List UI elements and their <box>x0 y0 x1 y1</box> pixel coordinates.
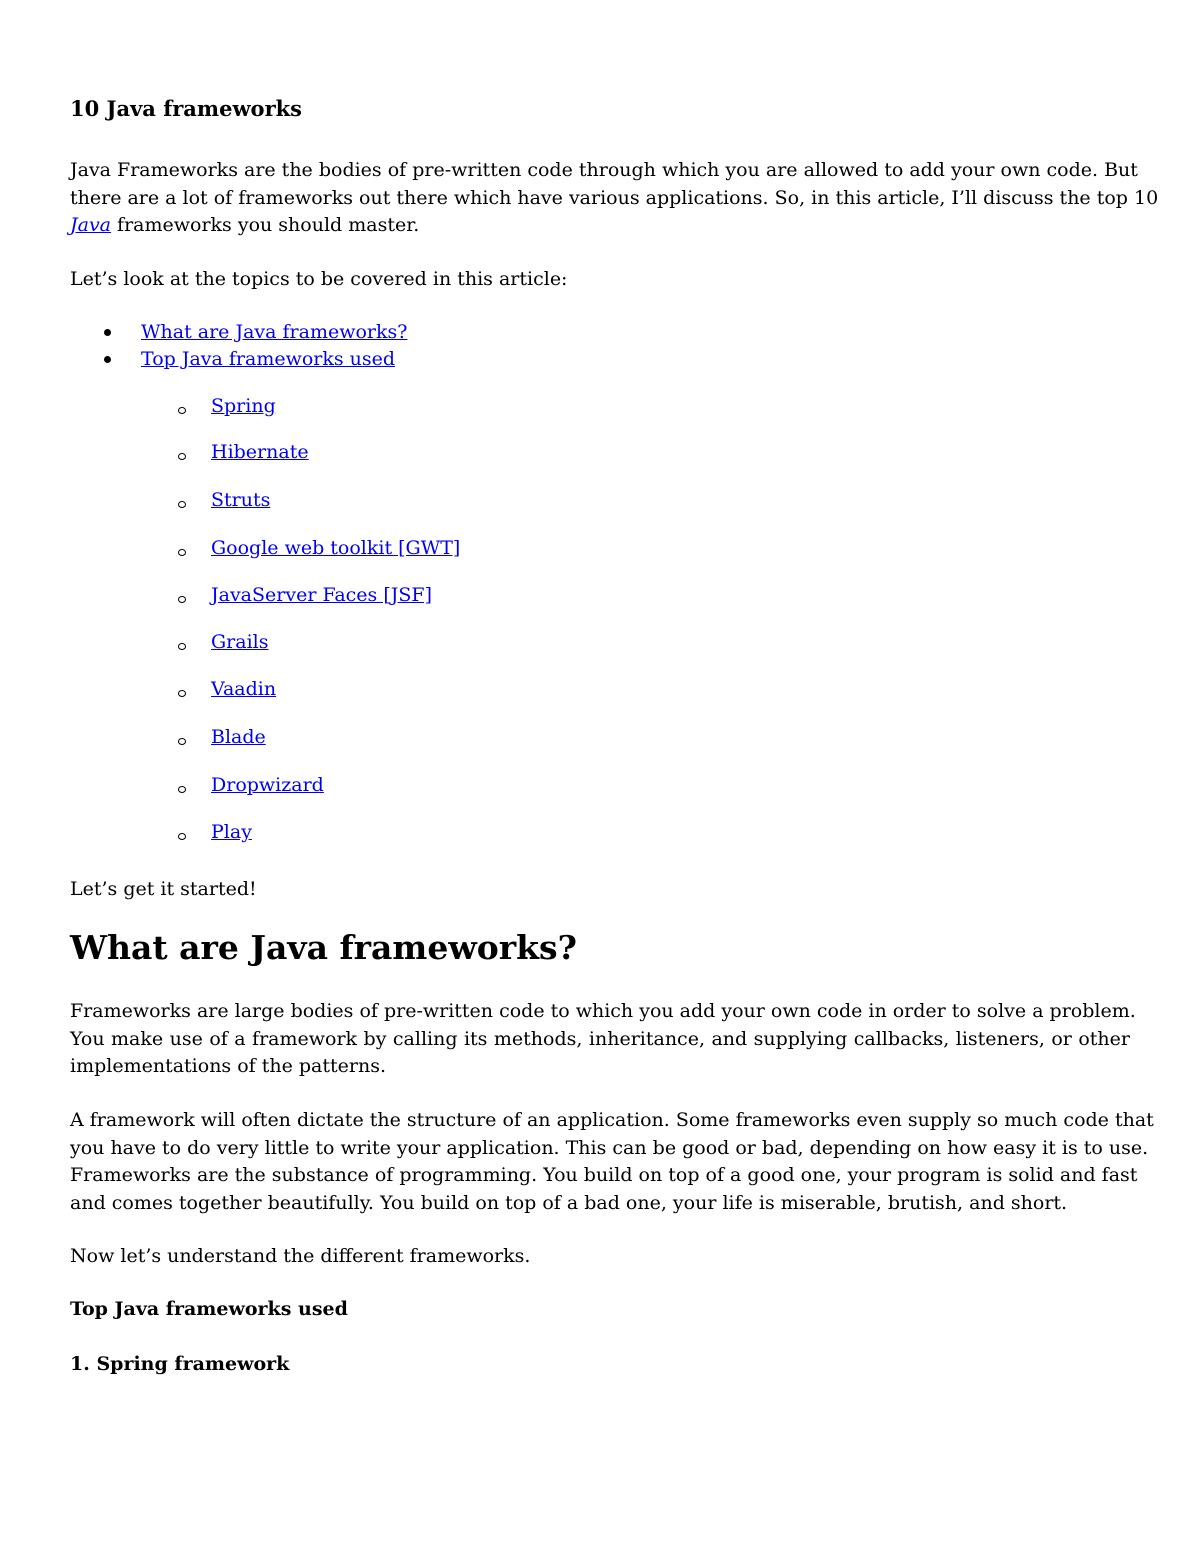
document-title: 10 Java frameworks <box>70 96 303 121</box>
paragraph-3: Now let’s understand the different frameworks. <box>70 1245 531 1267</box>
framework-link-blade[interactable]: Blade <box>211 726 266 748</box>
circle-bullet-icon <box>178 596 186 603</box>
paragraph-2-line: you have to do very little to write your application. This can be good or bad, depending on how easy it is to use. <box>70 1136 1149 1159</box>
paragraph-1-line: Frameworks are large bodies of pre-written code to which you add your own code in order to solve a problem. <box>70 1000 1136 1022</box>
framework-link-hibernate[interactable]: Hibernate <box>211 441 309 463</box>
circle-bullet-icon <box>178 453 186 460</box>
intro-line-3 <box>70 212 1130 240</box>
intro-line-2: there are a lot of frameworks out there which have various applications. So, in this article, I’ll discuss the top 10 <box>70 186 1159 209</box>
subheading-top-frameworks: Top Java frameworks used <box>70 1298 348 1320</box>
framework-link-dropwizard[interactable]: Dropwizard <box>211 774 324 796</box>
get-started-text: Let’s get it started! <box>70 878 257 900</box>
paragraph-1-line: You make use of a framework by calling its methods, inheritance, and supplying callbacks, listeners, or other <box>70 1027 1130 1050</box>
section-heading: What are Java frameworks? <box>70 928 577 967</box>
paragraph-2-line: A framework will often dictate the structure of an application. Some frameworks even supply so much code that <box>70 1109 1154 1131</box>
circle-bullet-icon <box>178 738 186 745</box>
circle-bullet-icon <box>178 501 186 508</box>
framework-link-vaadin[interactable]: Vaadin <box>211 678 277 700</box>
spring-framework-heading: 1. Spring framework <box>70 1353 290 1375</box>
topic-link-top-java-frameworks[interactable]: Top Java frameworks used <box>141 348 396 370</box>
framework-link-play[interactable]: Play <box>211 821 252 843</box>
circle-bullet-icon <box>178 407 186 414</box>
topic-link-what-are-java-frameworks[interactable]: What are Java frameworks? <box>141 321 408 343</box>
topics-intro: Let’s look at the topics to be covered in this article: <box>70 268 568 290</box>
framework-link-struts[interactable]: Struts <box>211 489 271 511</box>
paragraph-2 <box>70 1107 1154 1217</box>
framework-link-gwt[interactable]: Google web toolkit [GWT] <box>211 537 461 559</box>
paragraph-1-line: implementations of the patterns. <box>70 1055 386 1077</box>
paragraph-1 <box>70 998 1136 1081</box>
framework-link-spring[interactable]: Spring <box>211 395 276 417</box>
circle-bullet-icon <box>178 786 186 793</box>
bullet-icon <box>104 329 111 336</box>
paragraph-2-line: Frameworks are the substance of programming. You build on top of a good one, your program is solid and fast <box>70 1164 1138 1186</box>
intro-line-1: Java Frameworks are the bodies of pre-written code through which you are allowed to add your own code. But <box>70 159 1138 181</box>
circle-bullet-icon <box>178 690 186 697</box>
java-link[interactable]: Java <box>70 214 112 236</box>
circle-bullet-icon <box>178 643 186 650</box>
intro-tail: frameworks you should master. <box>111 214 420 236</box>
circle-bullet-icon <box>178 833 186 840</box>
circle-bullet-icon <box>178 549 186 556</box>
framework-link-grails[interactable]: Grails <box>211 631 269 653</box>
intro-paragraph <box>70 157 1159 240</box>
framework-link-jsf[interactable]: JavaServer Faces [JSF] <box>211 584 432 606</box>
paragraph-2-line: and comes together beautifully. You build on top of a bad one, your life is miserable, brutish, and short. <box>70 1191 1068 1214</box>
bullet-icon <box>104 356 111 363</box>
